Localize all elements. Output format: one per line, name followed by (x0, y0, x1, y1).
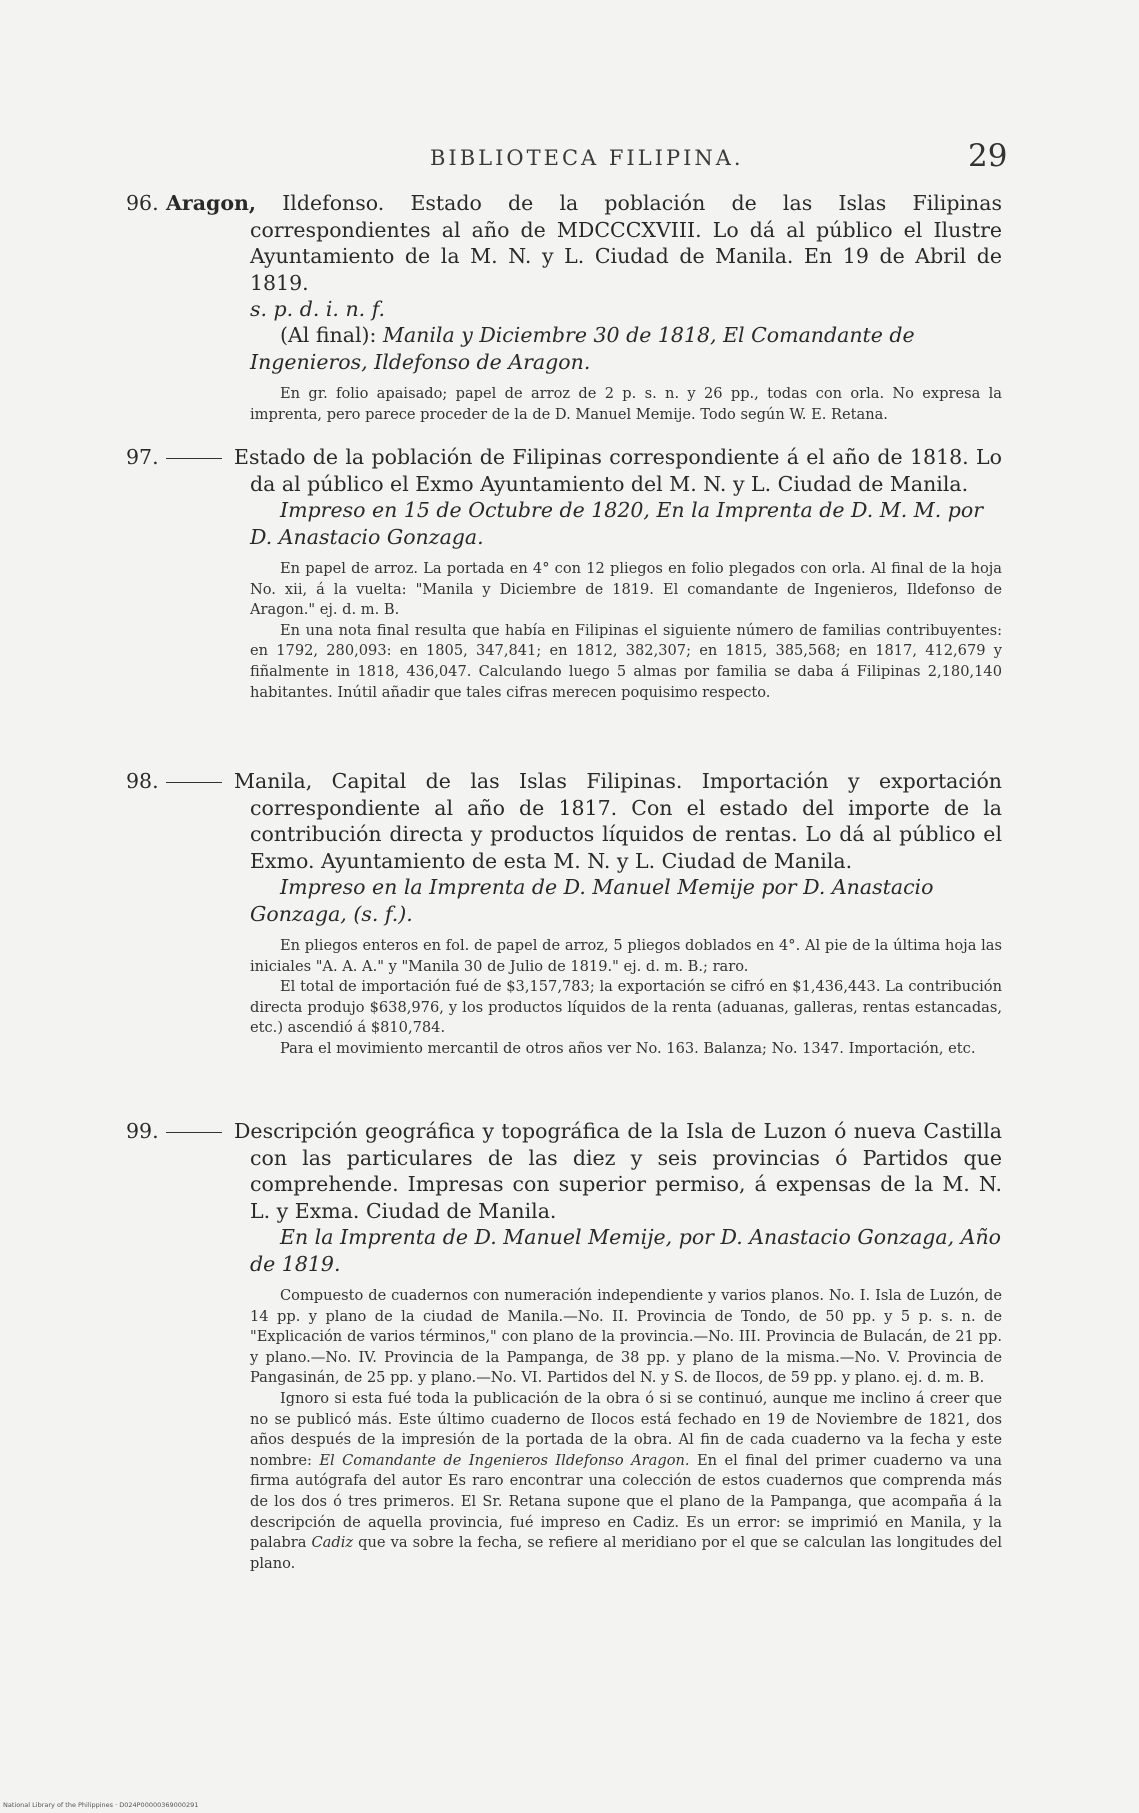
entry-98-heading (126, 768, 1002, 874)
note-text: Ignoro si esta fué toda la publicación de la obra ó si se continuó, aunque me inclino á creer que no se publicó más. Este último cuaderno de Ilocos está fechado en 19 de Noviembre de 1821, dos años después de la impresión de la portada de la obra. Al fin de cada cuaderno va la fecha y este nombre: (250, 1389, 1002, 1469)
note-text: que va sobre la fecha, se refiere al meridiano por el que se calculan las longitudes del plano. (250, 1534, 1002, 1572)
entry-96-heading (126, 190, 1002, 296)
entry-title: Ildefonso. Estado de la población de las Islas Filipinas correspondientes al año de MDCCCXVIII. Lo dá al público el Ilustre Ayuntamiento de la M. N. y L. Ciudad de Manila. En 19 de Abril de 1819. (250, 191, 1002, 295)
entry-99-heading (126, 1118, 1002, 1224)
entry-author: Aragon, (166, 191, 257, 215)
entry-imprint (126, 497, 1002, 551)
entry-99 (126, 1118, 1002, 1574)
ditto-dash (166, 444, 234, 471)
entry-96 (126, 190, 1002, 425)
entry-97-heading (126, 444, 1002, 497)
ditto-dash (166, 1118, 234, 1145)
entry-title: Manila, Capital de las Islas Filipinas. Importación y exportación correspondiente al año de 1817. Con el estado del importe de la contribución directa y productos líquidos de rentas. Lo dá al público el Exmo. Ayuntamiento de esta M. N. y L. Ciudad de Manila. (234, 769, 1002, 873)
entry-number: 96. (126, 191, 159, 215)
running-title: BIBLIOTECA FILIPINA. (430, 146, 744, 170)
entry-title: Descripción geográfica y topográfica de la Isla de Luzon ó nueva Castilla con las particulares de las diez y seis provincias ó Partidos que comprehende. Impresas con superior permiso, á expensas de la M. N. L. y Exma. Ciudad de Manila. (234, 1119, 1002, 1223)
imprint-text: Impreso en 15 de Octubre de 1820, En la Imprenta de D. M. M. por D. Anastacio Gonzaga. (250, 498, 984, 549)
entry-note: En gr. folio apaisado; papel de arroz de 2 p. s. n. y 26 pp., todas con orla. No expresa la imprenta, pero parece proceder de la de D. Manuel Memije. Todo según W. E. Retana. (250, 385, 1002, 423)
entry-note: En papel de arroz. La portada en 4° con 12 pliegos en folio plegados con orla. Al final de la hoja No. xii, á la vuelta: "Manila y Diciembre de 1819. El comandante de Ingenieros, Ildefonso de Aragon." ej. d. m. B. (250, 560, 1002, 619)
note-italic: Cadiz (311, 1534, 354, 1552)
note-text: En el final del primer cuaderno va una firma autógrafa del autor Es raro encontrar una colección de estos cuadernos que comprenda más de los dos ó tres primeros. El Sr. Retana supone que el plano de la Pampanga, que acompaña á la descripción de aquella provincia, fué impreso en Cadiz. Es un error: se imprimió en Manila, y la palabra (250, 1451, 1002, 1552)
entry-98 (126, 768, 1002, 1060)
entry-note (126, 1389, 1002, 1574)
scan-footer: National Library of the Philippines · D024P00000369000291 (3, 1801, 199, 1809)
imprint-lead: (Al final): (280, 323, 383, 347)
running-head (0, 138, 1139, 178)
entry-note: Para el movimiento mercantil de otros años ver No. 163. Balanza; No. 1347. Importación, etc. (280, 1039, 976, 1057)
entry-note: Compuesto de cuadernos con numeración independiente y varios planos. No. I. Isla de Luzón, de 14 pp. y plano de la ciudad de Manila.—No. II. Provincia de Tondo, de 50 pp. y 5 p. s. n. de "Explicación de varios términos," con plano de la provincia.—No. III. Provincia de Bulacán, de 21 pp. y plano.—No. IV. Provincia de la Pampanga, de 38 pp. y plano de la misma.—No. V. Provincia de Pangasinán, de 25 pp. y plano.—No. VI. Partidos del N. y S. de Ilocos, de 59 pp. y plano. ej. d. m. B. (250, 1287, 1002, 1387)
entry-note: En pliegos enteros en fol. de papel de arroz, 5 pliegos doblados en 4°. Al pie de la última hoja las iniciales "A. A. A." y "Manila 30 de Julio de 1819." ej. d. m. B.; raro. (250, 937, 1002, 975)
entry-title: Estado de la población de Filipinas correspondiente á el año de 1818. Lo da al público el Exmo Ayuntamiento del M. N. y L. Ciudad de Manila. (234, 445, 1002, 496)
entry-note: El total de importación fué de $3,157,783; la exportación se cifró en $1,436,443. La contribución directa produjo $638,976, y los productos líquidos de la renta (aduanas, galleras, rentas estancadas, etc.) ascendió á $810,784. (250, 978, 1002, 1037)
entry-imprint (126, 1224, 1002, 1278)
entry-number: 99. (126, 1119, 159, 1143)
entry-imprint-final (126, 322, 1002, 376)
imprint-text: Manila y Diciembre 30 de 1818, El Comandante de Ingenieros, Ildefonso de Aragon. (250, 323, 915, 374)
entry-note: En una nota final resulta que había en Filipinas el siguiente número de familias contribuyentes: en 1792, 280,093: en 1805, 347,841; en 1812, 382,307; en 1815, 385,568; en 1817, 412,679 y fiñalmente in 1818, 436,047. Calculando luego 5 almas por familia se daba á Filipinas 2,180,140 habitantes. Inútil añadir que tales cifras merecen poquisimo respecto. (250, 621, 1002, 701)
entry-number: 98. (126, 769, 159, 793)
entry-imprint (126, 874, 1002, 928)
imprint-text: Impreso en la Imprenta de D. Manuel Memije por D. Anastacio Gonzaga, (s. f.). (250, 875, 934, 926)
note-italic: El Comandante de Ingenieros Ildefonso Aragon. (319, 1451, 690, 1469)
imprint-text: En la Imprenta de D. Manuel Memije, por D. Anastacio Gonzaga, Año de 1819. (250, 1225, 1002, 1276)
entry-number: 97. (126, 445, 159, 469)
entry-imprint: s. p. d. i. n. f. (250, 297, 386, 321)
entry-97 (126, 444, 1002, 703)
ditto-dash (166, 768, 234, 795)
page-number: 29 (968, 138, 1008, 174)
